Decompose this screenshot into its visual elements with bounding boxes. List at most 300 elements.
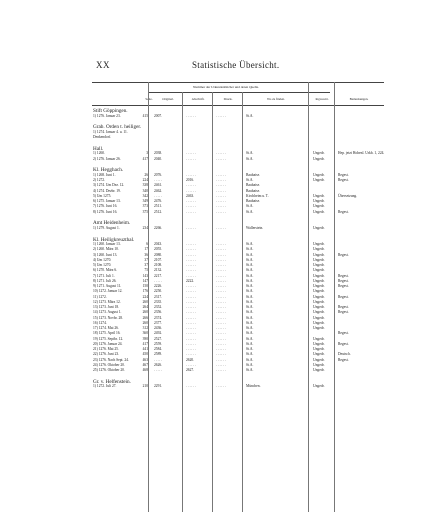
row-original: 2055. bbox=[154, 247, 163, 252]
row-page: 224 bbox=[142, 294, 148, 299]
row-location: St.A. bbox=[246, 204, 254, 209]
row-original: 2527. bbox=[154, 336, 163, 341]
row-abschrift: . . . . . . bbox=[186, 156, 196, 161]
row-abschrift: . . . . . . bbox=[186, 242, 196, 247]
row-location: St.A. bbox=[246, 362, 254, 367]
row-location: St.A. bbox=[246, 336, 254, 341]
row-location: St.A. bbox=[246, 247, 254, 252]
section-title: Grab. Orden t. heiliger. bbox=[93, 124, 142, 131]
row-page: 3 bbox=[146, 151, 148, 156]
row-location: St.A. bbox=[246, 299, 254, 304]
row-page: 417 bbox=[142, 156, 148, 161]
row-page: 468 bbox=[142, 368, 148, 373]
row-date: 1) 1279. August 1. bbox=[93, 225, 120, 230]
row-date: 6) 1270. März 6. bbox=[93, 268, 118, 273]
row-date: 2) 1272. bbox=[93, 178, 105, 183]
row-date: 17) 1274. Mai 26. bbox=[93, 326, 119, 331]
row-date: 18) 1275. April 16. bbox=[93, 331, 121, 336]
row-page: 6 bbox=[146, 242, 148, 247]
row-date: 1) 1276. Januar 23. bbox=[93, 113, 121, 118]
span-header: Nummer der Urkundenbücher und deren Quelle. bbox=[193, 85, 259, 89]
row-date: 9) 1271. August 11. bbox=[93, 284, 122, 289]
col-header-wo: Wo zu finden. bbox=[267, 97, 285, 101]
row-date: 16) 1274. bbox=[93, 320, 107, 325]
row-original: 2250. bbox=[154, 289, 163, 294]
row-date: 1) 1260. Januar 13. bbox=[93, 242, 121, 247]
table-top-rule bbox=[92, 82, 384, 83]
row-druck: . . . . . . bbox=[216, 183, 226, 188]
row-page: 150 bbox=[142, 284, 148, 289]
row-page: 360 bbox=[142, 331, 148, 336]
row-remarks: Regest. bbox=[338, 273, 349, 278]
row-original: 2584. bbox=[154, 347, 163, 352]
row-druck: . . . . . . bbox=[216, 384, 226, 389]
row-druck: . . . . . . bbox=[216, 263, 226, 268]
row-druck: . . . . . . bbox=[216, 352, 226, 357]
row-location: Baubaise. bbox=[246, 199, 261, 204]
row-abschrift: . . . . . . bbox=[186, 172, 196, 177]
row-date: 23) 1276. Nach Sept. 24. bbox=[93, 357, 129, 362]
row-date: 4) 1274. Dezbr. 19. bbox=[93, 188, 121, 193]
row-ingrossirt: Ungedr. bbox=[313, 263, 325, 268]
table-row bbox=[92, 157, 384, 162]
row-location: St.A. bbox=[246, 310, 254, 315]
row-druck: . . . . . . bbox=[216, 310, 226, 315]
row-druck: . . . . . . bbox=[216, 273, 226, 278]
row-location: St.A. bbox=[246, 341, 254, 346]
row-page: 176 bbox=[142, 289, 148, 294]
row-page: 37 bbox=[144, 263, 148, 268]
table-section bbox=[92, 218, 384, 234]
row-abschrift: . . . . . . bbox=[186, 263, 196, 268]
row-original: 2107. bbox=[154, 257, 163, 262]
row-remarks: Regest. bbox=[338, 209, 349, 214]
row-ingrossirt: Ungedr. bbox=[313, 310, 325, 315]
row-location: Kirchheim u. T. bbox=[246, 193, 269, 198]
row-page: 441 bbox=[142, 347, 148, 352]
col-header-abschrift: Abschrift. bbox=[191, 97, 205, 101]
row-page: 260 bbox=[142, 299, 148, 304]
row-druck: . . . . . . bbox=[216, 257, 226, 262]
page-header bbox=[0, 60, 427, 76]
row-date: 24) 1276. Oktober 20. bbox=[93, 362, 125, 367]
row-ingrossirt: Ungedr. bbox=[313, 289, 325, 294]
row-page: 415 bbox=[142, 113, 148, 118]
row-abschrift: . . . . . . bbox=[186, 299, 196, 304]
row-druck: . . . . . . bbox=[216, 252, 226, 257]
col-header-original: Original. bbox=[162, 97, 174, 101]
row-page: 312 bbox=[142, 326, 148, 331]
row-location: St.A. bbox=[246, 263, 254, 268]
row-druck: . . . . . . bbox=[216, 331, 226, 336]
row-abschrift: . . . . . . bbox=[186, 199, 196, 204]
row-date: 15) 1273. Novbr. 28. bbox=[93, 315, 123, 320]
section-title: Gr. v. Helfenstein. bbox=[93, 378, 131, 385]
row-abschrift: 2016. bbox=[186, 178, 195, 183]
row-page: 417 bbox=[142, 341, 148, 346]
row-abschrift: . . . . . . bbox=[186, 257, 196, 262]
row-abschrift: . . . . . . bbox=[186, 247, 196, 252]
row-date: 1) 1272. Juli 27. bbox=[93, 384, 117, 389]
row-location: St.A. bbox=[246, 320, 254, 325]
row-date: 8) 1271. Juli 26. bbox=[93, 278, 117, 283]
row-abschrift: . . . . . . bbox=[186, 336, 196, 341]
row-original: . . . . . bbox=[154, 357, 163, 362]
row-location: St.A. bbox=[246, 331, 254, 336]
row-ingrossirt: Ungedr. bbox=[313, 178, 325, 183]
row-remarks: Regest. bbox=[338, 294, 349, 299]
row-page: 349 bbox=[142, 199, 148, 204]
row-date: 7) 1276. Juni 16. bbox=[93, 204, 118, 209]
row-remarks: Übersetzung. bbox=[338, 193, 358, 198]
row-ingrossirt: Ungedr. bbox=[313, 326, 325, 331]
row-ingrossirt: Ungedr. bbox=[313, 156, 325, 161]
row-page: 210 bbox=[142, 384, 148, 389]
row-date: 20) 1276. Januar 24. bbox=[93, 341, 123, 346]
row-date: 2) 1260. März 10. bbox=[93, 247, 119, 252]
section-title: Stift Göppingen. bbox=[93, 108, 128, 114]
section-spacer bbox=[92, 390, 384, 393]
row-page: 450 bbox=[142, 352, 148, 357]
row-page: 338 bbox=[142, 183, 148, 188]
row-druck: . . . . . . bbox=[216, 199, 226, 204]
row-remarks: Regest. bbox=[338, 252, 349, 257]
table-row bbox=[92, 226, 384, 231]
row-druck: . . . . . . bbox=[216, 284, 226, 289]
row-druck: . . . . . . bbox=[216, 315, 226, 320]
row-ingrossirt: Ungedr. bbox=[313, 273, 325, 278]
row-original: 2076. bbox=[154, 172, 163, 177]
row-location: St.A. bbox=[246, 278, 254, 283]
row-location: St.A. bbox=[246, 284, 254, 289]
row-page: 36 bbox=[144, 252, 148, 257]
row-location: St.A. bbox=[246, 178, 254, 183]
row-date: 1) 1274. Januar 4. u. 11. bbox=[93, 129, 128, 134]
row-location: St.A. bbox=[246, 315, 254, 320]
row-druck: . . . . . . bbox=[216, 289, 226, 294]
row-location: St.A. bbox=[246, 368, 254, 373]
row-page: 266 bbox=[142, 315, 148, 320]
row-ingrossirt: Ungedr. bbox=[313, 193, 325, 198]
row-original: 2492. bbox=[154, 331, 163, 336]
row-date: 5) Um 1270. bbox=[93, 263, 112, 268]
row-location: Wallerstein. bbox=[246, 225, 264, 230]
row-original: 2226. bbox=[154, 284, 163, 289]
row-original: 2374. bbox=[154, 315, 163, 320]
row-location: St.A. bbox=[246, 242, 254, 247]
row-original: 2291. bbox=[154, 384, 163, 389]
row-page: 234 bbox=[142, 225, 148, 230]
row-abschrift: . . . . . . bbox=[186, 315, 196, 320]
row-date: 7) 1271. Juli 1. bbox=[93, 273, 115, 278]
row-location: St.A. bbox=[246, 273, 254, 278]
col-header-druck: Druck. bbox=[223, 97, 233, 101]
row-remarks: Regest. bbox=[338, 310, 349, 315]
row-location: St.A. bbox=[246, 268, 254, 273]
row-ingrossirt: Ungedr. bbox=[313, 278, 325, 283]
row-original: . . . . . bbox=[154, 278, 163, 283]
row-ingrossirt: Ungedr. bbox=[313, 384, 325, 389]
row-date: Denkendorf. bbox=[93, 135, 112, 140]
row-abschrift: . . . . . . bbox=[186, 331, 196, 336]
row-druck: . . . . . . bbox=[216, 225, 226, 230]
row-remarks: Regest. bbox=[338, 178, 349, 183]
row-location: Baubaise. bbox=[246, 183, 261, 188]
row-original: 2080. bbox=[154, 252, 163, 257]
row-page: 17 bbox=[144, 247, 148, 252]
row-druck: . . . . . . bbox=[216, 247, 226, 252]
section-title: Amt Heidenheim. bbox=[93, 220, 131, 227]
row-original: 2217. bbox=[154, 273, 163, 278]
row-abschrift: . . . . . . bbox=[186, 268, 196, 273]
row-abschrift: . . . . . . bbox=[186, 284, 196, 289]
row-ingrossirt: Ungedr. bbox=[313, 352, 325, 357]
row-page: 143 bbox=[142, 273, 148, 278]
row-location: St.A. bbox=[246, 252, 254, 257]
row-abschrift: . . . . . . bbox=[186, 341, 196, 346]
row-original: 2266. bbox=[154, 225, 163, 230]
row-original: 2043. bbox=[154, 242, 163, 247]
row-location: St.A. bbox=[246, 289, 254, 294]
row-druck: . . . . . . bbox=[216, 299, 226, 304]
row-location: München. bbox=[246, 384, 261, 389]
row-druck: . . . . . . bbox=[216, 357, 226, 362]
row-location: St.A. bbox=[246, 305, 254, 310]
table-row bbox=[92, 385, 384, 390]
row-druck: . . . . . . bbox=[216, 320, 226, 325]
row-original: 2108. bbox=[154, 263, 163, 268]
row-ingrossirt: Ungedr. bbox=[313, 362, 325, 367]
page-title: Statistische Übersicht. bbox=[192, 60, 280, 70]
row-ingrossirt: Ungedr. bbox=[313, 368, 325, 373]
row-abschrift: . . . . . . bbox=[186, 252, 196, 257]
row-remarks: Regest. bbox=[338, 341, 349, 346]
row-remarks: Deutsch. bbox=[338, 352, 351, 357]
row-location: St.A. bbox=[246, 294, 254, 299]
row-abschrift: . . . . . . bbox=[186, 294, 196, 299]
row-page: 260 bbox=[142, 310, 148, 315]
row-druck: . . . . . . bbox=[216, 188, 226, 193]
row-original: 2040. bbox=[154, 156, 163, 161]
row-original: 2007. bbox=[154, 113, 163, 118]
row-location: St.A. bbox=[246, 352, 254, 357]
row-location: St.A. bbox=[246, 357, 254, 362]
row-original: 2352. bbox=[154, 305, 163, 310]
row-date: 13) 1273. Juni 18. bbox=[93, 305, 120, 310]
row-abschrift: . . . . . . bbox=[186, 204, 196, 209]
row-abschrift: . . . . . . bbox=[186, 209, 196, 214]
row-remarks: Regest. bbox=[338, 172, 349, 177]
page-number: XX bbox=[96, 60, 110, 70]
row-ingrossirt: Ungedr. bbox=[313, 209, 325, 214]
row-druck: . . . . . . bbox=[216, 209, 226, 214]
row-ingrossirt: Ungedr. bbox=[313, 151, 325, 156]
row-abschrift: 2222. bbox=[186, 278, 195, 283]
row-location: St.A. bbox=[246, 326, 254, 331]
row-page: 260 bbox=[142, 320, 148, 325]
row-abschrift: . . . . . . bbox=[186, 352, 196, 357]
row-page: 342 bbox=[142, 193, 148, 198]
table-row bbox=[92, 369, 384, 374]
row-ingrossirt: Ungedr. bbox=[313, 341, 325, 346]
row-druck: . . . . . . bbox=[216, 193, 226, 198]
row-page: 463 bbox=[142, 357, 148, 362]
row-abschrift: 2463. bbox=[186, 193, 195, 198]
row-original: 2626. bbox=[154, 362, 163, 367]
row-remarks: Regest. bbox=[338, 278, 349, 283]
row-ingrossirt: Ungedr. bbox=[313, 336, 325, 341]
row-page: 224 bbox=[142, 178, 148, 183]
row-original: . . . . . bbox=[154, 178, 163, 183]
row-remarks: Regest. bbox=[338, 284, 349, 289]
row-druck: . . . . . . bbox=[216, 368, 226, 373]
row-original: 2038. bbox=[154, 151, 163, 156]
row-date: 19) 1275. Septbr. 12. bbox=[93, 336, 124, 341]
row-ingrossirt: Ungedr. bbox=[313, 284, 325, 289]
row-ingrossirt: Ungedr. bbox=[313, 172, 325, 177]
row-ingrossirt: Ungedr. bbox=[313, 299, 325, 304]
row-ingrossirt: Ungedr. bbox=[313, 320, 325, 325]
row-original: 2476. bbox=[154, 199, 163, 204]
row-date: 8) 1276. Juni 16. bbox=[93, 209, 118, 214]
row-remarks: Hep. jetzt Hohenl. Urkb. 1, 224. bbox=[338, 151, 385, 156]
row-druck: . . . . . . bbox=[216, 326, 226, 331]
row-druck: . . . . . . bbox=[216, 172, 226, 177]
table-section bbox=[92, 122, 384, 144]
row-ingrossirt: Ungedr. bbox=[313, 257, 325, 262]
row-page: 26 bbox=[144, 172, 148, 177]
row-druck: . . . . . . bbox=[216, 294, 226, 299]
row-date: 10) 1272. Januar 12. bbox=[93, 289, 123, 294]
row-original: 2436. bbox=[154, 326, 163, 331]
row-location: St.A. bbox=[246, 209, 254, 214]
span-header-rule bbox=[148, 92, 330, 93]
row-druck: . . . . . . bbox=[216, 151, 226, 156]
row-abschrift: . . . . . . bbox=[186, 362, 196, 367]
row-date: 25) 1276. Oktober 20. bbox=[93, 368, 125, 373]
section-title: Hall. bbox=[93, 145, 104, 152]
row-page: 467 bbox=[142, 362, 148, 367]
row-ingrossirt: Ungedr. bbox=[313, 242, 325, 247]
row-druck: . . . . . . bbox=[216, 341, 226, 346]
row-location: St.A. bbox=[246, 347, 254, 352]
row-ingrossirt: Ungedr. bbox=[313, 294, 325, 299]
table-row bbox=[92, 210, 384, 215]
row-abschrift: . . . . . . bbox=[186, 347, 196, 352]
row-original: 2589. bbox=[154, 352, 163, 357]
section-title: Kl. Hegghach. bbox=[93, 167, 124, 174]
row-date: 3) 1260. Juni 13. bbox=[93, 252, 118, 257]
row-original: 2335. bbox=[154, 299, 163, 304]
row-ingrossirt: Ungedr. bbox=[313, 247, 325, 252]
row-ingrossirt: Ungedr. bbox=[313, 204, 325, 209]
row-page: 75 bbox=[144, 268, 148, 273]
table-row bbox=[92, 114, 384, 119]
col-header-seite: Seite. bbox=[145, 97, 153, 101]
row-abschrift: . . . . . . bbox=[186, 183, 196, 188]
row-original: . . . . . bbox=[154, 368, 163, 373]
row-date: 14) 1273. August 1. bbox=[93, 310, 122, 315]
row-date: 12) 1273. März 12. bbox=[93, 299, 121, 304]
row-abschrift: 2627. bbox=[186, 368, 195, 373]
table-body bbox=[92, 106, 384, 393]
row-druck: . . . . . . bbox=[216, 362, 226, 367]
row-date: 6) 1275. Januar 13. bbox=[93, 199, 121, 204]
row-ingrossirt: Ungedr. bbox=[313, 347, 325, 352]
col-header-ingrossirt: Ingrossirt. bbox=[315, 97, 329, 101]
row-date: 1) 1260. bbox=[93, 151, 105, 156]
row-druck: . . . . . . bbox=[216, 204, 226, 209]
row-location: Baubaise. bbox=[246, 188, 261, 193]
row-original: . . . . . bbox=[154, 193, 163, 198]
row-page: 340 bbox=[142, 188, 148, 193]
row-original: 2317. bbox=[154, 294, 163, 299]
row-original: 2132. bbox=[154, 268, 163, 273]
row-druck: . . . . . . bbox=[216, 113, 226, 118]
table-section bbox=[92, 106, 384, 122]
table-section bbox=[92, 377, 384, 393]
row-page: 37 bbox=[144, 257, 148, 262]
row-page: 264 bbox=[142, 305, 148, 310]
row-original: 2461. bbox=[154, 183, 163, 188]
row-druck: . . . . . . bbox=[216, 336, 226, 341]
row-druck: . . . . . . bbox=[216, 278, 226, 283]
row-abschrift: . . . . . . bbox=[186, 188, 196, 193]
row-original: 2356. bbox=[154, 310, 163, 315]
row-page: 390 bbox=[142, 336, 148, 341]
row-druck: . . . . . . bbox=[216, 347, 226, 352]
row-remarks: Regest. bbox=[338, 357, 349, 362]
row-location: St.A. bbox=[246, 113, 254, 118]
row-original: 2462. bbox=[154, 188, 163, 193]
row-date: 21) 1276. Mai 25. bbox=[93, 347, 119, 352]
row-ingrossirt: Ungedr. bbox=[313, 315, 325, 320]
row-abschrift: . . . . . . bbox=[186, 113, 196, 118]
row-original: 2559. bbox=[154, 341, 163, 346]
row-abschrift: . . . . . . bbox=[186, 151, 196, 156]
row-location: St.A. bbox=[246, 257, 254, 262]
row-abschrift: . . . . . . bbox=[186, 273, 196, 278]
row-abschrift: 2620. bbox=[186, 357, 195, 362]
row-abschrift: . . . . . . bbox=[186, 320, 196, 325]
row-druck: . . . . . . bbox=[216, 156, 226, 161]
row-original: 2377. bbox=[154, 320, 163, 325]
row-abschrift: . . . . . . bbox=[186, 326, 196, 331]
row-page: 375 bbox=[142, 209, 148, 214]
row-ingrossirt: Ungedr. bbox=[313, 305, 325, 310]
row-abschrift: . . . . . . bbox=[186, 289, 196, 294]
row-location: St.A. bbox=[246, 151, 254, 156]
row-ingrossirt: Ungedr. bbox=[313, 252, 325, 257]
row-abschrift: . . . . . . bbox=[186, 225, 196, 230]
row-original: 2511. bbox=[154, 204, 162, 209]
row-page: 373 bbox=[142, 204, 148, 209]
row-druck: . . . . . . bbox=[216, 242, 226, 247]
row-original: 2512. bbox=[154, 209, 163, 214]
row-druck: . . . . . . bbox=[216, 268, 226, 273]
row-date: 3) 1274. Um Dez. 12. bbox=[93, 183, 125, 188]
row-abschrift: . . . . . . bbox=[186, 310, 196, 315]
row-ingrossirt: Ungedr. bbox=[313, 357, 325, 362]
row-location: Baubaise. bbox=[246, 172, 261, 177]
table-section bbox=[92, 235, 384, 377]
section-title: Kl. Heiligkreuzthal. bbox=[93, 236, 135, 243]
row-remarks: Regest. bbox=[338, 331, 349, 336]
row-abschrift: . . . . . . bbox=[186, 384, 196, 389]
row-page: 147 bbox=[142, 278, 148, 283]
row-location: St.A. bbox=[246, 156, 254, 161]
row-ingrossirt: Ungedr. bbox=[313, 199, 325, 204]
